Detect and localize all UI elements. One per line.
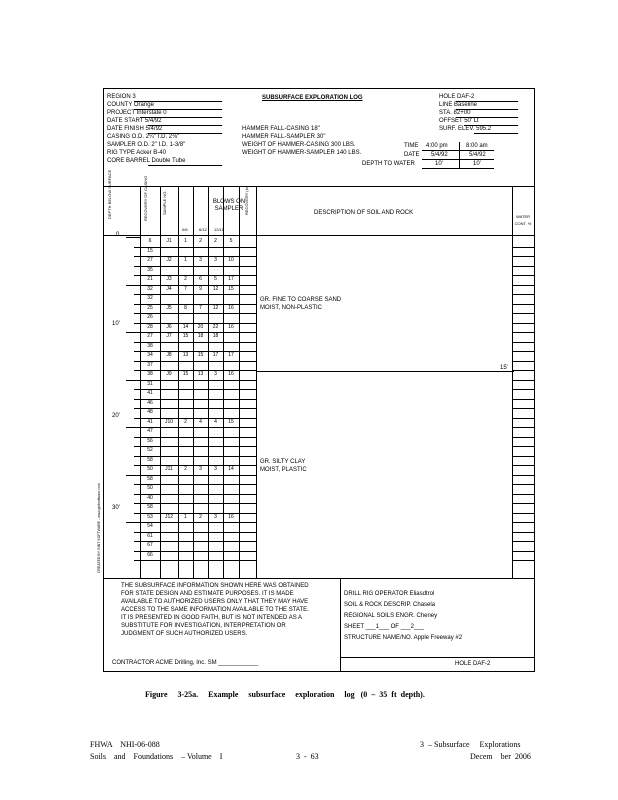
log-cell: 56 — [147, 437, 153, 444]
time-label: TIME — [404, 143, 419, 149]
log-cell: 8 — [184, 304, 187, 311]
date-start-field: DATE START 5/4/92 — [107, 118, 162, 124]
log-cell: 16 — [228, 323, 234, 330]
hammer-casing-field: HAMMER FALL-CASING 18" — [242, 126, 320, 132]
log-cell: 3 — [214, 257, 217, 263]
log-cell: 15 — [228, 418, 234, 425]
disclaimer-line: THE SUBSURFACE INFORMATION SHOWN HERE WAS OBTAINED — [121, 583, 309, 589]
log-cell: 47 — [147, 428, 153, 434]
log-cell: 6 — [148, 238, 152, 244]
log-cell: 2 — [199, 238, 202, 244]
log-cell: 26 — [147, 314, 153, 320]
log-cell: J10 — [164, 418, 174, 425]
log-cell: 17 — [212, 352, 219, 358]
hole-field: HOLE DAF-2 — [439, 94, 475, 100]
log-cell: 2 — [214, 238, 217, 244]
log-cell: 14 — [182, 323, 189, 330]
log-cell: 67 — [147, 542, 153, 548]
log-cell: 25 — [147, 304, 153, 311]
regional-engr-field: REGIONAL SOILS ENGR. Cheney — [344, 613, 438, 619]
disclaimer-line: IT IS PRESENTED IN GOOD FAITH, BUT IS NOT INTENDED AS A — [121, 615, 303, 621]
log-cell: 35 — [147, 266, 153, 273]
log-cell: 4 — [199, 418, 202, 425]
water-time-1: 4:00 pm — [426, 143, 448, 149]
drill-operator-field: DRILL RIG OPERATOR Eliasdtrol — [344, 591, 435, 597]
col-b1: 0/6 — [182, 227, 188, 232]
log-cell: 52 — [147, 447, 153, 453]
log-cell: 37 — [147, 361, 153, 368]
log-cell: J7 — [166, 333, 172, 339]
log-cell: 38 — [147, 342, 153, 349]
col-description: DESCRIPTION OF SOIL AND ROCK — [314, 210, 414, 216]
log-cell: 50 — [147, 485, 153, 491]
footer-hole-field: HOLE DAF-2 — [455, 661, 491, 667]
log-cell: 1 — [184, 257, 187, 263]
log-cell: 5 — [214, 276, 217, 282]
depth-mark-0: 0 — [116, 232, 120, 238]
log-cell: 28 — [147, 323, 153, 330]
log-cell: J11 — [165, 466, 173, 472]
contractor-field: CONTRACTOR ACME Drilling, Inc. SM ____________ — [112, 660, 259, 666]
log-cell: 31 — [147, 380, 153, 387]
date-finish-field: DATE FINISH 5/4/92 — [107, 126, 163, 132]
footer-right-2: Decem ber 2006 — [470, 752, 531, 761]
log-title: SUBSURFACE EXPLORATION LOG — [262, 95, 363, 101]
log-cell: 15 — [182, 371, 189, 377]
log-cell: 3 — [199, 466, 202, 472]
log-cell: 9 — [199, 285, 202, 292]
log-cell: 12 — [212, 304, 219, 311]
footer-left-2: Soils and Foundations – Volume I — [90, 752, 223, 761]
desc-sand-2: MOIST, NON-PLASTIC — [260, 305, 323, 311]
desc-clay-1: GR. SILTY CLAY — [260, 459, 306, 465]
footer-left-1: FHWA NHI-06-088 — [90, 740, 160, 749]
soil-rock-field: SOIL & ROCK DESCRIP. Chasela — [344, 602, 436, 608]
log-cell: 16 — [228, 304, 234, 311]
offset-field: OFFSET 50' Lt — [439, 118, 479, 124]
log-cell: 61 — [147, 532, 153, 539]
disclaimer-line: FOR STATE DESIGN AND ESTIMATE PURPOSES. IT IS MADE — [121, 591, 294, 597]
log-cell: J4 — [166, 285, 172, 292]
structure-field: STRUCTURE NAME/NO. Apple Freeway #2 — [344, 635, 463, 641]
subsurface-log-form — [97, 88, 535, 672]
figure-caption: Figure 3-25a. Example subsurface exploration log (0 – 35 ft depth). — [145, 690, 425, 699]
log-cell: J6 — [166, 323, 172, 330]
sta-field: STA. 82+00 — [439, 110, 471, 116]
log-cell: 2 — [184, 276, 187, 282]
log-cell: 7 — [199, 304, 202, 311]
log-cell: 22 — [212, 323, 219, 330]
log-cell: 12 — [212, 285, 219, 292]
water-date-1: 5/4/92 — [431, 152, 448, 158]
log-cell: 46 — [147, 399, 153, 406]
sampler-field: SAMPLER O.D. 2" I.D. 1-3/8" — [107, 142, 186, 148]
log-cell: 4 — [214, 418, 217, 425]
depth-mark-30: 30' — [112, 505, 120, 511]
log-cell: 3 — [214, 466, 217, 472]
depth-mark-10: 10' — [112, 321, 120, 327]
weight-sampler-field: WEIGHT OF HAMMER-SAMPLER 140 LBS. — [242, 150, 362, 156]
log-cell: 41 — [147, 418, 153, 425]
region-field: REGION 3 — [107, 94, 136, 100]
log-cell: 16 — [228, 371, 234, 377]
log-cell: 27 — [147, 333, 153, 339]
depth-to-water-label: DEPTH TO WATER — [362, 161, 415, 167]
log-cell: 21 — [147, 276, 153, 282]
water-depth-1: 10' — [435, 161, 443, 167]
log-cell: J3 — [166, 276, 172, 282]
weight-casing-field: WEIGHT OF HAMMER-CASING 300 LBS. — [242, 142, 356, 148]
col-b3: 12/18 — [214, 227, 225, 232]
log-cell: J2 — [166, 257, 172, 263]
log-cell: 48 — [147, 409, 153, 415]
log-cell: 38 — [147, 371, 153, 377]
log-cell: J9 — [166, 371, 172, 377]
log-cell: 2 — [184, 418, 187, 425]
depth-mark-20: 20' — [112, 413, 120, 419]
log-cell: 58 — [147, 456, 153, 463]
col-depth: DEPTH BELOW SURFACE — [107, 169, 112, 219]
log-cell: 32 — [147, 285, 153, 292]
log-cell: 13 — [197, 371, 204, 377]
desc-sand-1: GR. FINE TO COARSE SAND — [260, 297, 342, 303]
col-blows: BLOWS ON SAMPLER — [212, 199, 246, 212]
project-field: PROJECT Interstate 0 — [107, 110, 167, 116]
col-recovery: RECOVERY (in) — [244, 185, 249, 215]
disclaimer-line: JUDGMENT OF SUCH AUTHORIZED USERS. — [121, 631, 248, 637]
log-cell: 2 — [199, 513, 202, 520]
hammer-sampler-field: HAMMER FALL-SAMPLER 30" — [242, 134, 326, 140]
water-time-2: 8:00 am — [466, 143, 488, 149]
log-cell: 58 — [147, 475, 153, 482]
col-water-content: WATER CONT. % — [514, 214, 532, 226]
water-depth-2: 10' — [473, 161, 481, 167]
core-barrel-field: CORE BARREL Double Tube — [107, 158, 186, 164]
log-cell: 3 — [214, 513, 217, 520]
gint-side-note: CREATED BY GINT SOFTWARE - www.gintsoftware.com — [97, 483, 101, 573]
log-cell: 58 — [147, 504, 153, 510]
rig-type-field: RIG TYPE Acker B-40 — [107, 150, 166, 156]
log-cell: 1 — [184, 238, 187, 244]
log-cell: 50 — [147, 466, 153, 472]
log-cell: J8 — [166, 352, 172, 358]
log-cell: 15 — [147, 247, 153, 254]
col-casing: RECOVERY OF CASING — [143, 175, 148, 221]
log-cell: 15 — [197, 352, 204, 358]
col-sample: SAMPLE NO. — [162, 190, 167, 215]
log-cell: 1 — [184, 513, 187, 520]
log-cell: 17 — [228, 276, 234, 282]
log-cell: 15 — [228, 285, 234, 292]
casing-field: CASING O.D. 2¼" I.D. 2⅛" — [107, 134, 180, 140]
log-cell: 53 — [147, 513, 153, 520]
sheet-field: SHEET ___1___ OF ___2___ — [344, 624, 424, 630]
surf-elev-field: SURF. ELEV. 595.2 — [439, 126, 492, 132]
log-cell: 16 — [228, 513, 234, 520]
disclaimer-line: SUBSTITUTE FOR INVESTIGATION, INTERPRETATION OR — [121, 623, 286, 629]
log-cell: 3 — [214, 371, 217, 377]
footer-right-1: 3 – Subsurface Explorations — [420, 740, 521, 749]
log-cell: J1 — [166, 238, 172, 244]
disclaimer-line: AVAILABLE TO AUTHORIZED USERS ONLY THAT THEY MAY HAVE — [121, 599, 309, 605]
county-field: COUNTY Orange — [107, 102, 154, 108]
log-cell: 14 — [228, 466, 234, 472]
log-cell: 18 — [212, 333, 219, 339]
line-field: LINE Baseline — [439, 102, 478, 108]
log-cell: 5 — [229, 238, 233, 244]
log-cell: 10 — [228, 257, 234, 263]
log-cell: 20 — [197, 323, 204, 330]
log-cell: 13 — [182, 352, 189, 358]
col-b2: 6/12 — [199, 227, 207, 232]
water-depth-mark: 15' — [500, 365, 508, 371]
log-cell: 40 — [147, 494, 153, 501]
log-cell: J12 — [164, 513, 174, 520]
log-cell: 6 — [199, 276, 202, 282]
log-cell: 3 — [199, 257, 202, 263]
desc-clay-2: MOIST, PLASTIC — [260, 467, 307, 473]
log-cell: 15 — [182, 333, 189, 339]
log-cell: 34 — [147, 352, 153, 358]
log-cell: 66 — [147, 551, 153, 558]
log-cell: 32 — [147, 295, 153, 301]
date-label: DATE — [404, 152, 420, 158]
log-cell: J5 — [166, 304, 172, 311]
log-cell: 18 — [197, 333, 204, 339]
log-cell: 41 — [147, 390, 153, 396]
log-cell: 7 — [184, 285, 187, 292]
footer-page-number: 3 - 63 — [296, 752, 319, 761]
log-cell: 2 — [184, 466, 187, 472]
log-cell: 17 — [228, 352, 234, 358]
disclaimer-line: ACCESS TO THE SAME INFORMATION AVAILABLE TO THE STATE. — [121, 607, 309, 613]
log-cell: 54 — [147, 523, 153, 529]
log-cell: 27 — [147, 257, 153, 263]
water-date-2: 5/4/92 — [469, 152, 486, 158]
